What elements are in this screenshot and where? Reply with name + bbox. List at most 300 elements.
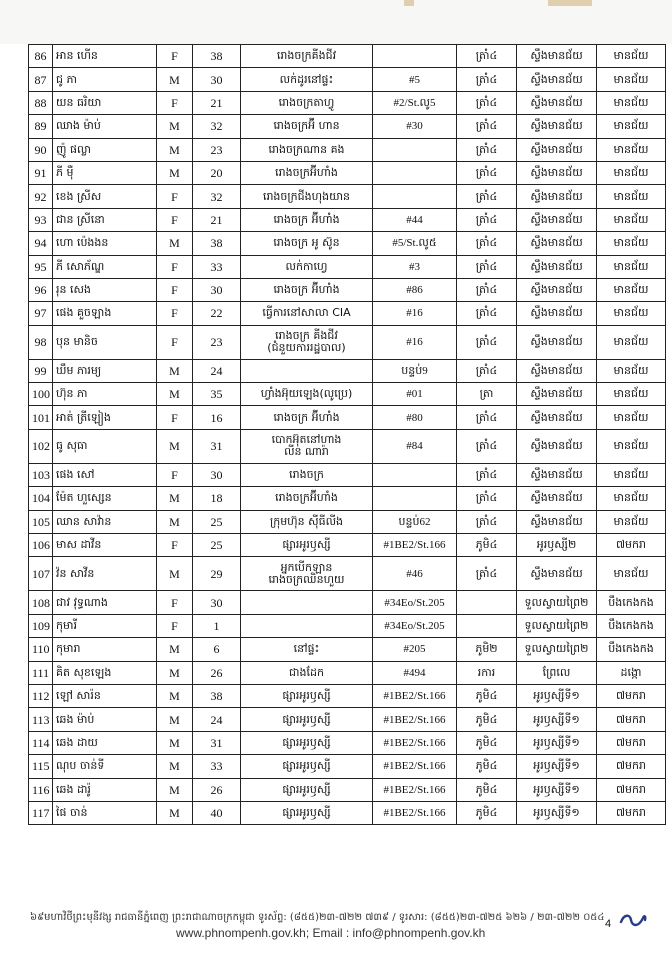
sex-cell-text: F bbox=[171, 283, 178, 298]
occupation-cell bbox=[241, 278, 373, 301]
occupation-cell bbox=[241, 406, 373, 429]
commune-cell-text: ស្ទឹងមានជ័យ bbox=[530, 189, 583, 203]
row-number bbox=[29, 185, 53, 208]
sex-cell bbox=[157, 302, 193, 325]
district-cell bbox=[597, 325, 666, 359]
page-number: 4 bbox=[605, 918, 612, 930]
commune-cell bbox=[517, 801, 597, 824]
age-cell-text: 21 bbox=[210, 212, 223, 227]
sex-cell bbox=[157, 325, 193, 359]
village-cell bbox=[457, 510, 517, 533]
age-cell-text: 23 bbox=[210, 142, 223, 157]
house-number-cell bbox=[373, 359, 457, 382]
name-cell-text: ញ៉ូ ផល្លា bbox=[56, 142, 91, 156]
occupation-cell-text: ធ្វើការនៅសាលា CIA bbox=[262, 306, 351, 320]
commune-cell-text: ស្ទឹងមានជ័យ bbox=[530, 566, 583, 580]
table-row bbox=[29, 91, 666, 114]
commune-cell bbox=[517, 359, 597, 382]
occupation-cell-text: រោងចក្រ គីងជីវ bbox=[275, 329, 338, 343]
age-cell bbox=[193, 161, 241, 184]
age-cell bbox=[193, 684, 241, 707]
table-row bbox=[29, 614, 666, 637]
name-cell bbox=[53, 661, 157, 684]
house-number-cell-text: បន្ទប់62 bbox=[398, 515, 431, 528]
table-row bbox=[29, 755, 666, 778]
occupation-cell-text: រោងចក្រ អ៊ីហាំង bbox=[273, 283, 340, 297]
name-cell bbox=[53, 684, 157, 707]
age-cell bbox=[193, 115, 241, 138]
occupation-cell-text: រោងចក្រអ៊ី ហាន bbox=[273, 119, 340, 133]
commune-cell-text: ស្ទឹងមានជ័យ bbox=[530, 166, 583, 180]
house-number-cell bbox=[373, 115, 457, 138]
village-cell-text: រការ bbox=[477, 665, 496, 679]
occupation-cell-text: ផ្សារអូរឫស្សី bbox=[282, 759, 331, 773]
district-cell-text: មានជ័យ bbox=[613, 363, 649, 377]
table-row bbox=[29, 534, 666, 557]
house-number-cell bbox=[373, 661, 457, 684]
age-cell bbox=[193, 325, 241, 359]
occupation-cell-text: រោងចក្រ អ៊ីហាំង bbox=[273, 212, 340, 226]
sex-cell bbox=[157, 208, 193, 231]
village-cell bbox=[457, 185, 517, 208]
village-cell-text: ត្រាំ៤ bbox=[475, 72, 498, 86]
name-cell-text: កុមារី bbox=[56, 619, 77, 632]
age-cell bbox=[193, 708, 241, 731]
commune-cell bbox=[517, 208, 597, 231]
commune-cell bbox=[517, 463, 597, 486]
row-number bbox=[29, 161, 53, 184]
row-number bbox=[29, 778, 53, 801]
age-cell-text: 38 bbox=[210, 236, 223, 251]
row-number-text: 97 bbox=[34, 306, 47, 321]
commune-cell-text: ទួលស្វាយព្រៃ២ bbox=[524, 642, 589, 656]
house-number-cell-text: #30 bbox=[406, 120, 423, 133]
row-number bbox=[29, 591, 53, 614]
name-cell bbox=[53, 534, 157, 557]
sex-cell bbox=[157, 614, 193, 637]
sex-cell bbox=[157, 778, 193, 801]
name-cell-text: ណុប ចាន់ទី bbox=[56, 759, 105, 773]
house-number-cell bbox=[373, 614, 457, 637]
occupation-cell-text: លក់ដូរនៅផ្ទះ bbox=[279, 72, 334, 86]
document-page bbox=[28, 44, 668, 825]
district-cell bbox=[597, 429, 666, 463]
village-cell bbox=[457, 591, 517, 614]
house-number-cell bbox=[373, 185, 457, 208]
commune-cell-text: ស្ទឹងមានជ័យ bbox=[530, 119, 583, 133]
village-cell-text: ត្រាំ៤ bbox=[475, 49, 498, 63]
age-cell bbox=[193, 255, 241, 278]
row-number-text: 101 bbox=[32, 410, 50, 425]
village-cell bbox=[457, 557, 517, 591]
district-cell-text: មានជ័យ bbox=[613, 119, 649, 133]
name-cell-text: បុន មានិច bbox=[56, 335, 98, 349]
age-cell bbox=[193, 185, 241, 208]
commune-cell-text: ស្ទឹងមានជ័យ bbox=[530, 439, 583, 453]
district-cell-text: មានជ័យ bbox=[613, 283, 649, 297]
name-cell bbox=[53, 778, 157, 801]
name-cell bbox=[53, 325, 157, 359]
row-number bbox=[29, 138, 53, 161]
row-number-text: 88 bbox=[34, 95, 47, 110]
sex-cell-text: F bbox=[171, 619, 178, 633]
row-number bbox=[29, 91, 53, 114]
row-number-text: 117 bbox=[32, 806, 50, 821]
village-cell bbox=[457, 278, 517, 301]
village-cell-text: ត្រាំ៤ bbox=[475, 283, 498, 297]
district-cell bbox=[597, 115, 666, 138]
name-cell bbox=[53, 278, 157, 301]
commune-cell-text: អូរឫស្សីទី១ bbox=[533, 689, 580, 703]
district-cell-text: មានជ័យ bbox=[613, 236, 649, 250]
row-number-text: 95 bbox=[34, 259, 47, 274]
row-number bbox=[29, 614, 53, 637]
house-number-cell bbox=[373, 302, 457, 325]
occupation-cell-text: រោងចក្រតាហ្វូ bbox=[278, 95, 335, 109]
sex-cell bbox=[157, 487, 193, 510]
commune-cell-text: ព្រែលេ bbox=[542, 665, 571, 679]
commune-cell-text: ស្ទឹងមានជ័យ bbox=[530, 283, 583, 297]
age-cell-text: 26 bbox=[210, 665, 223, 680]
name-cell bbox=[53, 755, 157, 778]
house-number-cell bbox=[373, 684, 457, 707]
name-cell-text: ផៃ ចាន់ bbox=[56, 806, 88, 820]
age-cell bbox=[193, 591, 241, 614]
village-cell bbox=[457, 406, 517, 429]
occupation-cell bbox=[241, 755, 373, 778]
age-cell bbox=[193, 731, 241, 754]
village-cell bbox=[457, 91, 517, 114]
age-cell-text: 22 bbox=[210, 306, 223, 321]
commune-cell-text: ស្ទឹងមានជ័យ bbox=[530, 514, 583, 528]
age-cell-text: 35 bbox=[210, 387, 223, 402]
occupation-cell bbox=[241, 510, 373, 533]
name-cell bbox=[53, 255, 157, 278]
sex-cell-text: M bbox=[169, 387, 180, 402]
house-number-cell bbox=[373, 510, 457, 533]
district-cell-text: មានជ័យ bbox=[613, 335, 649, 349]
row-number bbox=[29, 534, 53, 557]
district-cell bbox=[597, 406, 666, 429]
commune-cell-text: ស្ទឹងមានជ័យ bbox=[530, 335, 583, 349]
village-cell-text: ភូមិ៤ bbox=[475, 689, 498, 703]
occupation-cell bbox=[241, 591, 373, 614]
village-cell bbox=[457, 138, 517, 161]
table-row bbox=[29, 463, 666, 486]
commune-cell-text: ស្ទឹងមានជ័យ bbox=[530, 306, 583, 320]
occupation-cell-text: រោងចក្រ bbox=[289, 468, 324, 482]
house-number-cell-text: #01 bbox=[406, 388, 423, 401]
commune-cell bbox=[517, 138, 597, 161]
district-cell-text: មានជ័យ bbox=[613, 189, 649, 203]
sex-cell-text: M bbox=[169, 735, 180, 750]
age-cell-text: 33 bbox=[210, 759, 223, 774]
sex-cell-text: M bbox=[169, 491, 180, 506]
table-row bbox=[29, 487, 666, 510]
sex-cell bbox=[157, 138, 193, 161]
house-number-cell bbox=[373, 534, 457, 557]
village-cell bbox=[457, 325, 517, 359]
row-number bbox=[29, 383, 53, 406]
house-number-cell bbox=[373, 557, 457, 591]
age-cell-text: 6 bbox=[213, 642, 220, 657]
village-cell bbox=[457, 801, 517, 824]
house-number-cell-text: #84 bbox=[406, 440, 423, 453]
occupation-cell bbox=[241, 115, 373, 138]
village-cell-text: ត្រាំ៤ bbox=[475, 439, 498, 453]
row-number bbox=[29, 801, 53, 824]
district-cell bbox=[597, 208, 666, 231]
name-cell-text: ភី ម៉ឺ bbox=[56, 166, 74, 180]
name-cell-text: ភី សោភ័ណ្ឌ bbox=[56, 259, 105, 273]
row-number-text: 93 bbox=[34, 212, 47, 227]
occupation-cell-text: អ្នកបើកឡាន bbox=[280, 560, 333, 574]
row-number bbox=[29, 638, 53, 661]
village-cell bbox=[457, 68, 517, 91]
occupation-cell-text: រោងចក្រ អ៊ីហាំង bbox=[273, 410, 340, 424]
age-cell bbox=[193, 534, 241, 557]
occupation-cell-text: នៅផ្ទះ bbox=[293, 642, 320, 656]
age-cell bbox=[193, 510, 241, 533]
house-number-cell-text: #1BE2/St.166 bbox=[383, 760, 446, 773]
row-number bbox=[29, 684, 53, 707]
house-number-cell-text: #2/St.លូ5 bbox=[393, 96, 436, 109]
name-cell-text: អាត់ ត្រីឡៀង bbox=[56, 410, 111, 424]
commune-cell bbox=[517, 115, 597, 138]
row-number bbox=[29, 661, 53, 684]
sex-cell bbox=[157, 359, 193, 382]
district-cell-text: មានជ័យ bbox=[613, 166, 649, 180]
district-cell bbox=[597, 463, 666, 486]
table-row bbox=[29, 778, 666, 801]
village-cell-text: ត្រាំ៤ bbox=[475, 410, 498, 424]
occupation-cell bbox=[241, 325, 373, 359]
district-cell-text: ៧មករា bbox=[616, 782, 646, 796]
row-number-text: 114 bbox=[32, 735, 50, 750]
commune-cell bbox=[517, 755, 597, 778]
age-cell-text: 32 bbox=[210, 189, 223, 204]
house-number-cell bbox=[373, 45, 457, 68]
occupation-cell-text: រោងចក្រជីងហុងយាន bbox=[262, 189, 351, 203]
occupation-cell bbox=[241, 429, 373, 463]
occupation-cell bbox=[241, 208, 373, 231]
sex-cell-text: M bbox=[169, 759, 180, 774]
village-cell bbox=[457, 708, 517, 731]
sex-cell-text: M bbox=[169, 236, 180, 251]
sex-cell-text: M bbox=[169, 514, 180, 529]
age-cell bbox=[193, 278, 241, 301]
district-cell bbox=[597, 801, 666, 824]
age-cell-text: 30 bbox=[210, 72, 223, 87]
occupation-cell-text: ផ្សារអូរឫស្សី bbox=[282, 782, 331, 796]
age-cell bbox=[193, 463, 241, 486]
name-cell-text: ជាវ វុទ្ធណាង bbox=[56, 595, 108, 609]
village-cell-text: ត្រាំ៤ bbox=[475, 363, 498, 377]
commune-cell bbox=[517, 232, 597, 255]
occupation-cell bbox=[241, 731, 373, 754]
district-cell-text: មានជ័យ bbox=[613, 566, 649, 580]
sex-cell bbox=[157, 232, 193, 255]
village-cell bbox=[457, 429, 517, 463]
house-number-cell bbox=[373, 708, 457, 731]
village-cell-text: ត្រា bbox=[479, 387, 494, 401]
occupation-cell bbox=[241, 614, 373, 637]
commune-cell bbox=[517, 487, 597, 510]
age-cell-text: 25 bbox=[210, 538, 223, 553]
district-cell bbox=[597, 302, 666, 325]
village-cell-text: ត្រាំ៤ bbox=[475, 236, 498, 250]
age-cell bbox=[193, 359, 241, 382]
commune-cell bbox=[517, 429, 597, 463]
commune-cell bbox=[517, 325, 597, 359]
age-cell-text: 26 bbox=[210, 782, 223, 797]
occupation-cell bbox=[241, 383, 373, 406]
district-cell bbox=[597, 661, 666, 684]
commune-cell bbox=[517, 91, 597, 114]
village-cell bbox=[457, 302, 517, 325]
row-number-text: 112 bbox=[32, 689, 50, 704]
village-cell-text: ភូមិ៤ bbox=[475, 759, 498, 773]
village-cell-text: ត្រាំ៤ bbox=[475, 335, 498, 349]
row-number-text: 90 bbox=[34, 142, 47, 157]
house-number-cell bbox=[373, 778, 457, 801]
house-number-cell-text: #1BE2/St.166 bbox=[383, 539, 446, 552]
name-cell bbox=[53, 801, 157, 824]
occupation-cell bbox=[241, 661, 373, 684]
house-number-cell bbox=[373, 731, 457, 754]
sex-cell bbox=[157, 463, 193, 486]
sex-cell bbox=[157, 383, 193, 406]
district-cell bbox=[597, 557, 666, 591]
district-cell bbox=[597, 232, 666, 255]
house-number-cell-text: #1BE2/St.166 bbox=[383, 783, 446, 796]
age-cell-text: 21 bbox=[210, 95, 223, 110]
footer-address: ៦៩មហាវិថីព្រះមុនីវង្ស រាជធានីភ្នំពេញ ព្រះរាជាណាចក្រកម្ពុជា ទូរស័ព្ទ: (៨៥៥)២៣-៧២២ ៧៣៩ / ទូរសារ: (៨៥៥)២៣-៧២៥ ៦២៦ / ២៣-៧២២ ០៥៤ bbox=[30, 912, 605, 923]
occupation-cell-line2: លីន ណារ៉ា bbox=[284, 445, 329, 459]
commune-cell bbox=[517, 534, 597, 557]
name-cell bbox=[53, 557, 157, 591]
commune-cell-text: ស្ទឹងមានជ័យ bbox=[530, 259, 583, 273]
village-cell-text: ត្រាំ៤ bbox=[475, 119, 498, 133]
house-number-cell bbox=[373, 278, 457, 301]
name-cell bbox=[53, 406, 157, 429]
sex-cell-text: M bbox=[169, 806, 180, 821]
occupation-cell-text: ជាងដែក bbox=[289, 665, 324, 679]
age-cell-text: 24 bbox=[210, 363, 223, 378]
sex-cell-text: F bbox=[171, 335, 178, 350]
occupation-cell bbox=[241, 487, 373, 510]
occupation-cell bbox=[241, 232, 373, 255]
house-number-cell-text: #34Eo/St.205 bbox=[384, 620, 445, 632]
sex-cell bbox=[157, 510, 193, 533]
commune-cell-text: ស្ទឹងមានជ័យ bbox=[530, 236, 583, 250]
row-number bbox=[29, 510, 53, 533]
table-row bbox=[29, 185, 666, 208]
row-number-text: 98 bbox=[34, 335, 47, 350]
house-number-cell bbox=[373, 755, 457, 778]
age-cell-text: 24 bbox=[210, 712, 223, 727]
occupation-cell bbox=[241, 557, 373, 591]
commune-cell bbox=[517, 661, 597, 684]
age-cell bbox=[193, 232, 241, 255]
sex-cell-text: F bbox=[171, 538, 178, 553]
name-cell bbox=[53, 45, 157, 68]
row-number bbox=[29, 45, 53, 68]
name-cell bbox=[53, 463, 157, 486]
sex-cell-text: M bbox=[169, 72, 180, 87]
house-number-cell-text: បន្ទប់9 bbox=[401, 364, 428, 377]
house-number-cell-text: #1BE2/St.166 bbox=[383, 690, 446, 703]
sex-cell-text: M bbox=[169, 665, 180, 680]
age-cell-text: 16 bbox=[210, 410, 223, 425]
sex-cell-text: M bbox=[169, 566, 180, 581]
name-cell-text: ហោ ប៉េងងន bbox=[56, 236, 109, 250]
row-number-text: 99 bbox=[34, 363, 47, 378]
name-cell bbox=[53, 708, 157, 731]
table-row bbox=[29, 208, 666, 231]
name-cell bbox=[53, 591, 157, 614]
occupation-cell-text: លក់កាហ្វេ bbox=[285, 259, 328, 273]
sex-cell-text: F bbox=[171, 410, 178, 425]
row-number bbox=[29, 302, 53, 325]
district-cell-text: មានជ័យ bbox=[613, 142, 649, 156]
name-cell-text: ធូ សុធា bbox=[56, 439, 88, 453]
district-cell-text: បឹងកេងកង bbox=[608, 595, 654, 609]
table-row bbox=[29, 801, 666, 824]
occupation-cell-text: ក្រុមហ៊ុន ស៊ីធីលីង bbox=[269, 514, 344, 528]
age-cell-text: 20 bbox=[210, 166, 223, 181]
sex-cell bbox=[157, 161, 193, 184]
village-cell bbox=[457, 487, 517, 510]
name-cell-text: មាស ដាវីន bbox=[56, 538, 102, 552]
name-cell-text: វ៉ន សាវីន bbox=[56, 566, 95, 580]
village-cell-text: ត្រាំ៤ bbox=[475, 514, 498, 528]
occupation-cell bbox=[241, 45, 373, 68]
commune-cell-text: ស្ទឹងមានជ័យ bbox=[530, 363, 583, 377]
occupation-cell-line2: (ជំនួយការរដ្ឋបាល) bbox=[267, 341, 346, 355]
age-cell bbox=[193, 45, 241, 68]
name-cell bbox=[53, 302, 157, 325]
name-cell-text: យន ធរិយា bbox=[56, 95, 102, 109]
village-cell-text: ភូមិ២ bbox=[475, 642, 498, 656]
sex-cell bbox=[157, 684, 193, 707]
district-cell-text: ៧មករា bbox=[616, 538, 646, 552]
sex-cell bbox=[157, 557, 193, 591]
district-cell bbox=[597, 383, 666, 406]
name-cell-text: ឈាង ម៉ាប់ bbox=[56, 119, 101, 133]
row-number-text: 116 bbox=[32, 782, 50, 797]
district-cell bbox=[597, 68, 666, 91]
district-cell bbox=[597, 138, 666, 161]
sex-cell-text: M bbox=[169, 439, 180, 454]
house-number-cell-text: #46 bbox=[406, 567, 423, 580]
district-cell-text: មានជ័យ bbox=[613, 95, 649, 109]
age-cell bbox=[193, 557, 241, 591]
district-cell bbox=[597, 731, 666, 754]
commune-cell-text: អូរឫស្សីទី១ bbox=[533, 782, 580, 796]
name-cell bbox=[53, 510, 157, 533]
age-cell-text: 33 bbox=[210, 259, 223, 274]
row-number bbox=[29, 406, 53, 429]
sex-cell bbox=[157, 708, 193, 731]
age-cell-text: 30 bbox=[210, 595, 223, 610]
village-cell-text: ត្រាំ៤ bbox=[475, 306, 498, 320]
house-number-cell-text: #16 bbox=[406, 307, 423, 320]
sex-cell-text: F bbox=[171, 212, 178, 227]
sex-cell-text: F bbox=[171, 189, 178, 204]
district-cell bbox=[597, 161, 666, 184]
table-row bbox=[29, 661, 666, 684]
